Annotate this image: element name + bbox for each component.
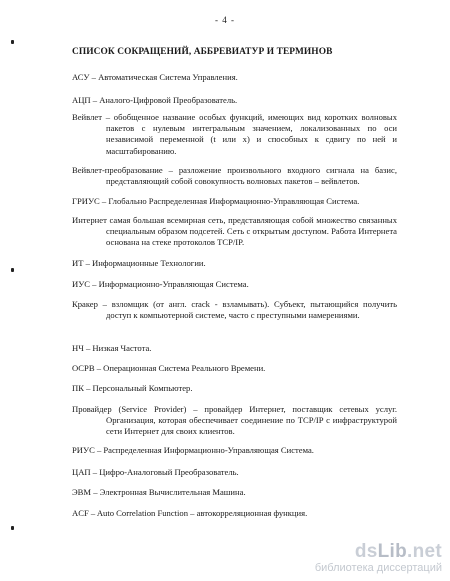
glossary-entry-rius: РИУС – Распределенная Информационно-Управляющая Система. — [72, 445, 314, 455]
glossary-entry-tsap: ЦАП – Цифро-Аналоговый Преобразователь. — [72, 467, 239, 477]
binding-hole-mark — [11, 268, 14, 272]
glossary-entry-osrv: ОСРВ – Операционная Система Реального Времени. — [72, 363, 266, 373]
glossary-entry-evm: ЭВМ – Электронная Вычислительная Машина. — [72, 487, 246, 497]
binding-hole-mark — [11, 526, 14, 530]
glossary-entry-atsp: АЦП – Аналого-Цифровой Преобразователь. — [72, 95, 238, 105]
glossary-entry-wavelet: Вейвлет – обобщенное название особых функций, имеющих вид коротких волновых пакетов с нулевым интегральным значением, локализованных по оси независимой переменной (t или x) и способных к сдвигу по ней и масштабированию. — [72, 112, 397, 156]
watermark-subtitle: библиотека диссертаций — [314, 562, 442, 574]
section-heading: СПИСОК СОКРАЩЕНИЙ, АББРЕВИАТУР И ТЕРМИНОВ — [72, 47, 333, 57]
glossary-entry-grius: ГРИУС – Глобально Распределенная Информационно-Управляющая Система. — [72, 196, 360, 206]
glossary-entry-pk: ПК – Персональный Компьютер. — [72, 383, 193, 393]
glossary-entry-cracker: Кракер – взломщик (от англ. crack - взламывать). Субъект, пытающийся получить доступ к компьютерной системе, часто с преступными намерениями. — [72, 299, 397, 321]
glossary-entry-internet: Интернет самая большая всемирная сеть, представляющая собой множество связанных специальным образом подсетей. Сеть с открытым доступом. Работа Интернета основана на стеке протоколов TCP/IP. — [72, 215, 397, 248]
watermark — [315, 542, 442, 575]
glossary-entry-asu: АСУ – Автоматическая Система Управления. — [72, 72, 238, 82]
glossary-entry-ius: ИУС – Информационно-Управляющая Система. — [72, 279, 249, 289]
glossary-entry-provider: Провайдер (Service Provider) – провайдер Интернет, поставщик сетевых услуг. Организация, которая обеспечивает соединение по TCP/IP с инфраструктурой сети Интернет для своих клиентов. — [72, 404, 397, 437]
page-number: - 4 - — [215, 15, 235, 25]
glossary-entry-acf: ACF – Auto Correlation Function – автокорреляционная функция. — [72, 508, 308, 518]
binding-hole-mark — [11, 40, 14, 44]
glossary-entry-wavelet-transform: Вейвлет-преобразование – разложение произвольного входного сигнала на базис, представляющий собой совокупность волновых пакетов – вейвлетов. — [72, 165, 397, 187]
watermark-logo: dsLib.net — [354, 541, 442, 562]
glossary-entry-it: ИТ – Информационные Технологии. — [72, 258, 206, 268]
glossary-entry-nch: НЧ – Низкая Частота. — [72, 343, 152, 353]
